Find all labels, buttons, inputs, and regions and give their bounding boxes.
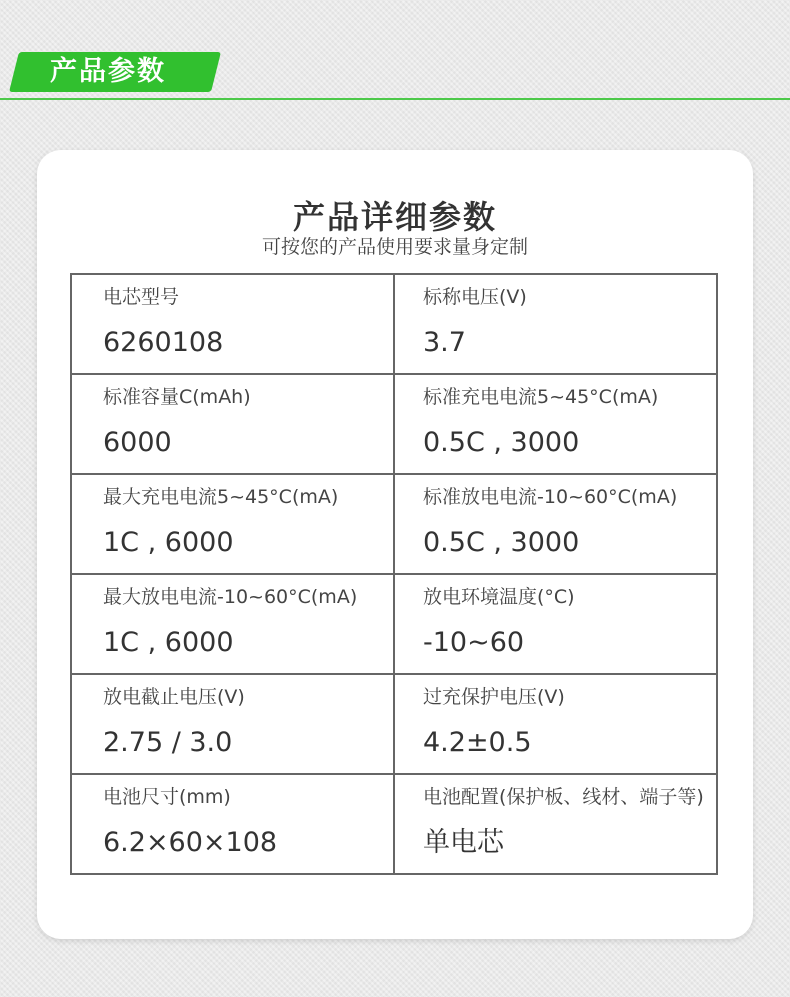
spec-cell xyxy=(394,574,717,674)
spec-label: 电池配置(保护板、线材、端子等) xyxy=(423,786,704,808)
spec-value: 3.7 xyxy=(423,327,466,358)
table-row xyxy=(71,674,717,774)
table-row xyxy=(71,274,717,374)
spec-label: 最大充电电流5~45°C(mA) xyxy=(103,486,339,508)
spec-value: 单电芯 xyxy=(423,827,504,858)
spec-label: 标准充电电流5~45°C(mA) xyxy=(423,386,659,408)
header-divider xyxy=(0,98,790,100)
spec-value: 1C , 6000 xyxy=(103,527,234,558)
section-header-label: 产品参数 xyxy=(50,56,166,87)
table-row xyxy=(71,574,717,674)
spec-label: 标准容量C(mAh) xyxy=(103,386,251,408)
spec-label: 标准放电电流-10~60°C(mA) xyxy=(423,486,678,508)
spec-value: 6.2×60×108 xyxy=(103,827,278,858)
spec-cell xyxy=(71,574,394,674)
spec-cell xyxy=(71,774,394,874)
spec-value: 6260108 xyxy=(103,327,224,358)
spec-label: 标称电压(V) xyxy=(423,286,527,308)
spec-label: 放电环境温度(°C) xyxy=(423,586,575,608)
spec-cell xyxy=(71,474,394,574)
card-title: 产品详细参数 xyxy=(292,198,497,236)
spec-label: 过充保护电压(V) xyxy=(423,686,565,708)
spec-value: 2.75 / 3.0 xyxy=(103,727,233,758)
spec-cell xyxy=(394,774,717,874)
spec-cell xyxy=(394,374,717,474)
spec-value: 1C , 6000 xyxy=(103,627,234,658)
card-subtitle: 可按您的产品使用要求量身定制 xyxy=(261,236,528,258)
table-row xyxy=(71,774,717,874)
spec-cell xyxy=(71,674,394,774)
spec-cell xyxy=(394,274,717,374)
table-row xyxy=(71,474,717,574)
spec-value: -10~60 xyxy=(423,627,525,658)
spec-value: 4.2±0.5 xyxy=(423,727,532,758)
spec-cell xyxy=(394,474,717,574)
table-row xyxy=(71,374,717,474)
spec-label: 放电截止电压(V) xyxy=(103,686,245,708)
spec-value: 6000 xyxy=(103,427,172,458)
spec-label: 电池尺寸(mm) xyxy=(103,786,231,808)
spec-value: 0.5C , 3000 xyxy=(423,527,580,558)
spec-cell xyxy=(71,374,394,474)
spec-label: 最大放电电流-10~60°C(mA) xyxy=(103,586,358,608)
spec-cell xyxy=(71,274,394,374)
spec-table xyxy=(70,273,718,875)
spec-label: 电芯型号 xyxy=(103,286,180,308)
spec-value: 0.5C , 3000 xyxy=(423,427,580,458)
spec-cell xyxy=(394,674,717,774)
